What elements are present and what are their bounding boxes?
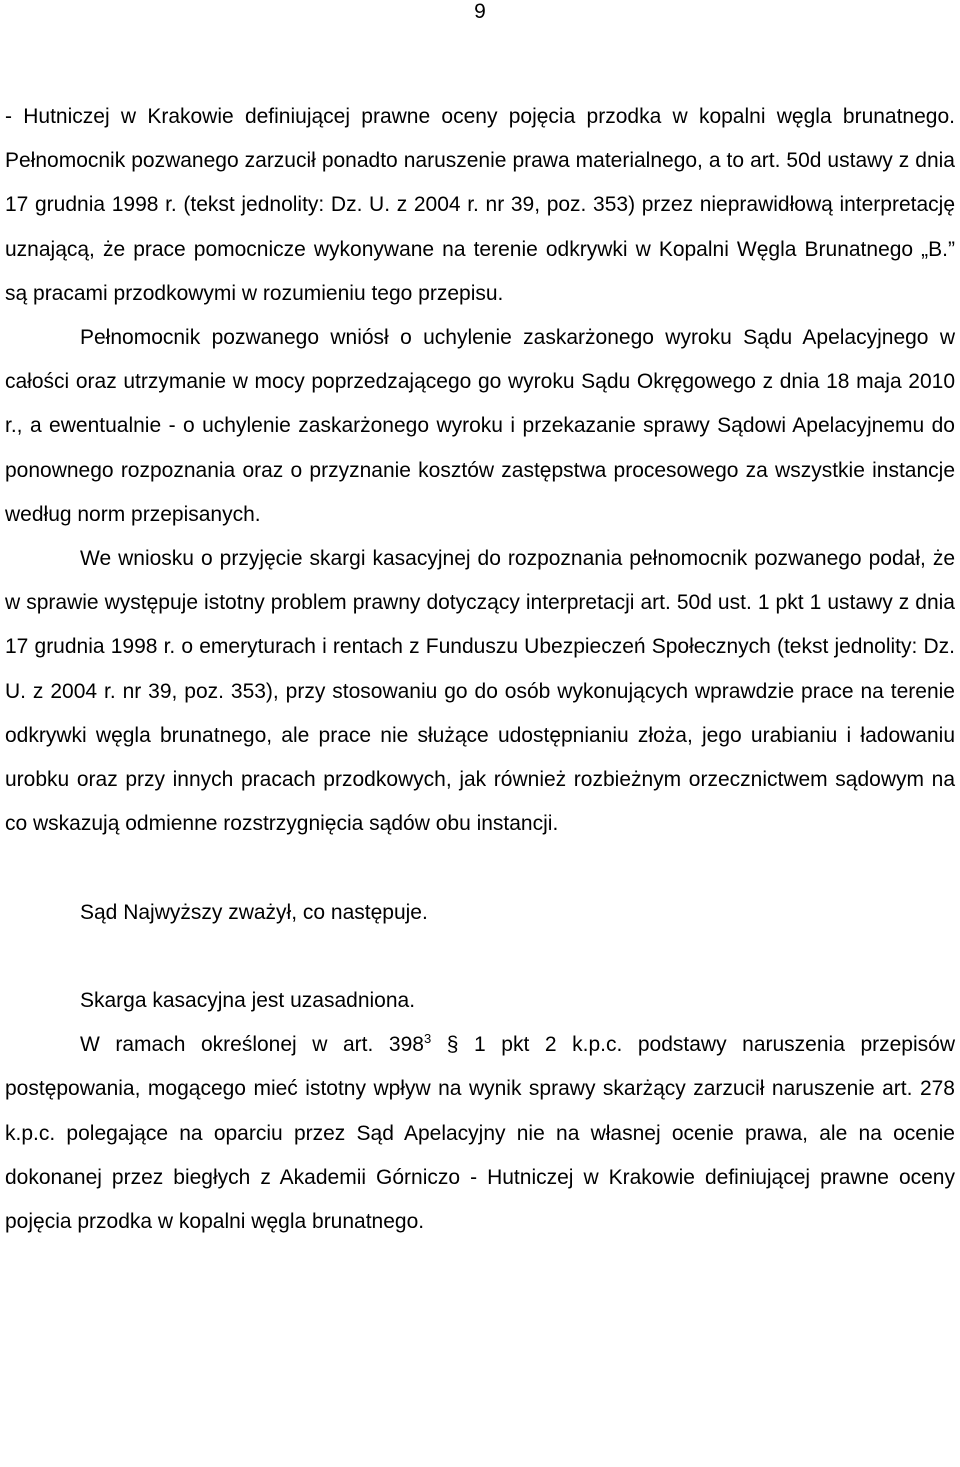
document-body [5, 95, 955, 1244]
paragraph-court-heading: Sąd Najwyższy zważył, co następuje. [80, 900, 428, 924]
spacer [5, 846, 955, 890]
superscript-number: 3 [423, 1031, 432, 1047]
spacer [5, 935, 955, 979]
paragraph-motion: Pełnomocnik pozwanego wniósł o uchylenie zaskarżonego wyroku Sądu Apelacyjnego w całości oraz utrzymanie w mocy poprzedzającego go wyroku Sądu Okręgowego z dnia 18 maja 2010 r., a ewentualnie - o uchylenie zaskarżonego wyroku i przekazanie sprawy Sądowi Apelacyjnemu do ponownego rozpoznania oraz o przyznanie kosztów zastępstwa procesowego za wszystkie instancje według norm przepisanych. [5, 326, 955, 526]
paragraph-grounds [5, 1023, 955, 1244]
section-sign: § [446, 1033, 459, 1057]
paragraph-cassation-request: We wniosku o przyjęcie skargi kasacyjnej do rozpoznania pełnomocnik pozwanego podał, że w sprawie występuje istotny problem prawny dotyczący interpretacji art. 50d ust. 1 pkt 1 ustawy z dnia 17 grudnia 1998 r. o emeryturach i rentach z Funduszu Ubezpieczeń Społecznych (tekst jednolity: Dz. U. z 2004 r. nr 39, poz. 353), przy stosowaniu go do osób wykonujących wprawdzie prace na terenie odkrywki węgla brunatnego, ale prace nie służące udostępnianiu złoża, jego urabianiu i ładowaniu urobku oraz przy innych pracach przodkowych, jak również rozbieżnym orzecznictwem sądowym na co wskazują odmienne rozstrzygnięcia sądów obu instancji. [5, 547, 955, 836]
page-number: 9 [474, 0, 486, 23]
paragraph-continuation: - Hutniczej w Krakowie definiującej prawne oceny pojęcia przodka w kopalni węgla brunatnego. Pełnomocnik pozwanego zarzucił ponadto naruszenie prawa materialnego, a to art. 50d ustawy z dnia 17 grudnia 1998 r. (tekst jednolity: Dz. U. z 2004 r. nr 39, poz. 353) przez nieprawidłową interpretację uznającą, że prace pomocnicze wykonywane na terenie odkrywki w Kopalni Węgla Brunatnego „B.” są pracami przodkowymi w rozumieniu tego przepisu. [5, 105, 955, 305]
grounds-text-start: W ramach określonej w art. 398 [80, 1033, 424, 1057]
paragraph-verdict: Skarga kasacyjna jest uzasadniona. [80, 989, 416, 1013]
grounds-text-rest: 1 pkt 2 k.p.c. podstawy naruszenia przepisów postępowania, mogącego mieć istotny wpływ na wynik sprawy skarżący zarzucił naruszenie art. 278 k.p.c. polegające na oparciu przez Sąd Apelacyjny nie na własnej ocenie prawa, ale na ocenie dokonanej przez biegłych z Akademii Górniczo - Hutniczej w Krakowie definiującej prawne oceny pojęcia przodka w kopalni węgla brunatnego. [5, 1033, 955, 1234]
